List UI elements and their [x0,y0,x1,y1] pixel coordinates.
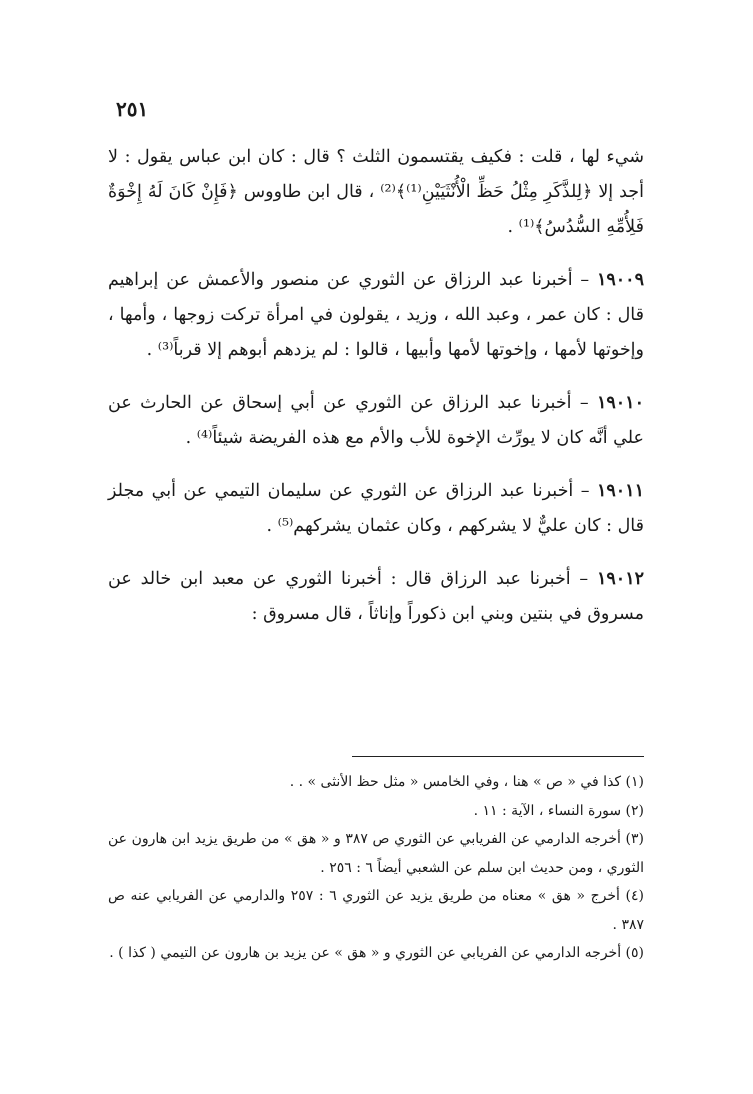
hadith-text: – أخبرنا عبد الرزاق قال : أخبرنا الثوري عن معبد ابن خالد عن مسروق في بنتين وبني ابن ذكوراً وإناثاً ، قال مسروق : [108,569,644,624]
hadith-19011 [108,474,644,544]
footnote-1: (١) كذا في « ص » هنا ، وفي الخامس « مثل حظ الأنثى » . . [289,774,644,790]
hadith-19009 [108,263,644,368]
hadith-number: ١٩٠١٢ [597,569,644,589]
hadith-19012 [108,562,644,632]
hadith-number: ١٩٠١٠ [596,393,644,413]
footnote-4: (٤) أخرج « هق » معناه من طريق يزيد عن الثوري ٦ : ٢٥٧ والدارمي عن الفريابي عنه ص ٣٨٧ . [108,888,644,933]
intro-paragraph: شيء لها ، قلت : فكيف يقتسمون الثلث ؟ قال : كان ابن عباس يقول : لا أجد إلا ﴿لِلذَّكَرِ مِثْلُ حَظِّ الْأُنْثَيَيْنِ⁽¹⁾﴾⁽²⁾ ، قال ابن طاووس ﴿فَإِنْ كَانَ لَهُ إِخْوَةٌ فَلِأُمِّهِ السُّدُسُ﴾⁽¹⁾ . [108,147,644,237]
page-number: ٢٥١ [116,97,149,121]
hadith-number: ١٩٠١١ [596,481,644,501]
hadith-text: – أخبرنا عبد الرزاق عن الثوري عن أبي إسحاق عن الحارث عن علي أنَّه كان لا يورِّث الإخوة للأب والأم مع هذه الفريضة شيئاً⁽⁴⁾ . [108,393,644,448]
footnote-2: (٢) سورة النساء ، الآية : ١١ . [473,802,644,819]
hadith-number: ١٩٠٠٩ [596,270,644,290]
footnote-3: (٣) أخرجه الدارمي عن الفريابي عن الثوري ص ٣٨٧ و « هق » من طريق يزيد ابن هارون عن الثوري ، ومن حديث ابن سلم عن الشعبي أيضاً ٦ : ٢٥٦ . [108,831,644,876]
hadith-text: – أخبرنا عبد الرزاق عن الثوري عن سليمان التيمي عن أبي مجلز قال : كان عليٌّ لا يشركهم ، وكان عثمان يشركهم⁽⁵⁾ . [108,481,644,536]
footnote-separator [352,756,644,757]
footnotes [108,768,644,968]
footnote-5: (٥) أخرجه الدارمي عن الفريابي عن الثوري و « هق » عن يزيد بن هارون عن التيمي ( كذا ) . [109,945,644,961]
hadith-text: – أخبرنا عبد الرزاق عن الثوري عن منصور والأعمش عن إبراهيم قال : كان عمر ، وعبد الله ، وزيد ، يقولون في امرأة تركت زوجها ، وأمها ، وإخوتها لأمها ، وإخوتها لأمها وأبيها ، قالوا : لم يزدهم أبوهم إلا قرباً⁽³⁾ . [108,270,644,360]
body-text [108,140,644,632]
hadith-19010 [108,386,644,456]
